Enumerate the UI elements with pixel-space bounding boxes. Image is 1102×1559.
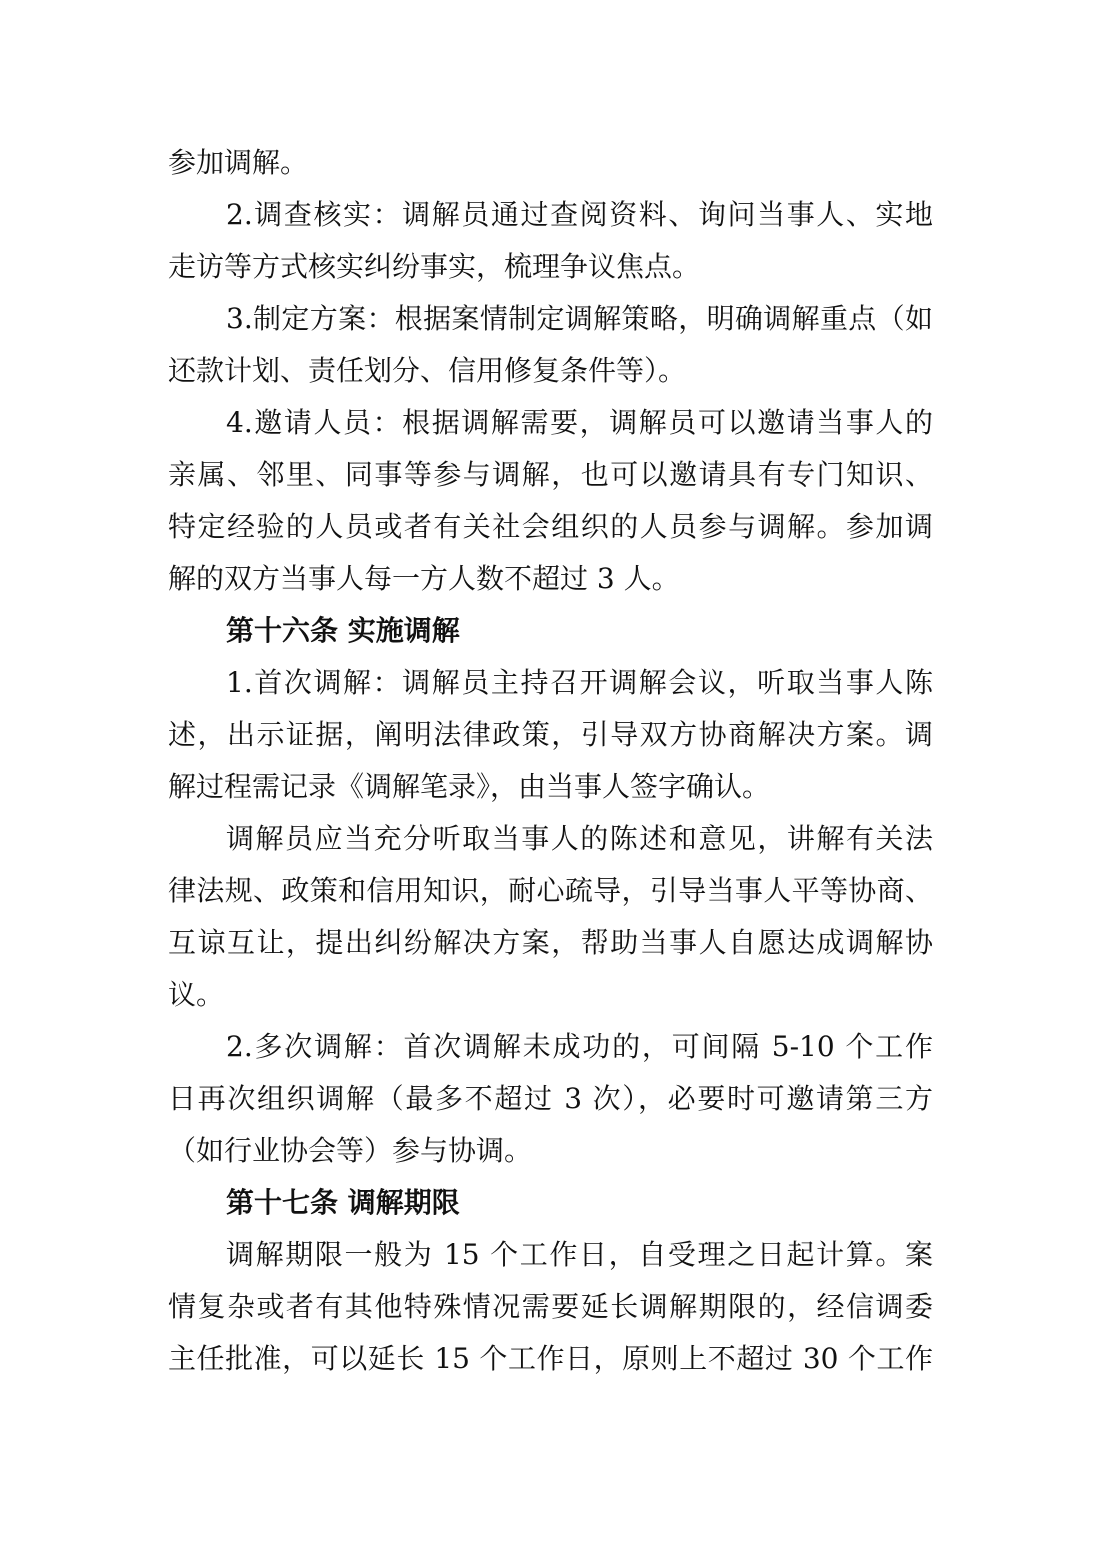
text-line: 解的双方当事人每一方人数不超过 3 人。 (168, 562, 680, 595)
text-line: 调解期限一般为 15 个工作日，自受理之日起计算。案 (226, 1238, 933, 1271)
document-page (168, 137, 933, 1385)
text-line: 走访等方式核实纠纷事实，梳理争议焦点。 (168, 250, 701, 283)
text-line: 议。 (168, 978, 225, 1011)
text-line: 主任批准，可以延长 15 个工作日，原则上不超过 30 个工作 (168, 1342, 933, 1375)
text-line: 特定经验的人员或者有关社会组织的人员参与调解。参加调 (168, 510, 933, 543)
text-line: 3.制定方案：根据案情制定调解策略，明确调解重点（如 (226, 302, 933, 335)
section-heading: 第十六条 实施调解 (226, 614, 460, 647)
text-line: 解过程需记录《调解笔录》，由当事人签字确认。 (168, 770, 771, 803)
text-line: 互谅互让，提出纠纷解决方案，帮助当事人自愿达成调解协 (168, 926, 933, 959)
text-line: 调解员应当充分听取当事人的陈述和意见，讲解有关法 (226, 822, 933, 855)
text-line: 4.邀请人员：根据调解需要，调解员可以邀请当事人的 (226, 406, 933, 439)
text-line: （如行业协会等）参与协调。 (168, 1134, 533, 1167)
text-line: 参加调解。 (168, 146, 309, 179)
text-line: 亲属、邻里、同事等参与调解，也可以邀请具有专门知识、 (168, 458, 933, 491)
text-line: 1.首次调解：调解员主持召开调解会议，听取当事人陈 (226, 666, 933, 699)
text-line: 2.多次调解：首次调解未成功的，可间隔 5-10 个工作 (226, 1030, 933, 1063)
text-line: 还款计划、责任划分、信用修复条件等）。 (168, 354, 687, 387)
text-line: 2.调查核实：调解员通过查阅资料、询问当事人、实地 (226, 198, 933, 231)
section-heading: 第十七条 调解期限 (226, 1186, 460, 1219)
text-line: 律法规、政策和信用知识，耐心疏导，引导当事人平等协商、 (168, 874, 933, 907)
text-line: 日再次组织调解（最多不超过 3 次），必要时可邀请第三方 (168, 1082, 933, 1115)
text-line: 情复杂或者有其他特殊情况需要延长调解期限的，经信调委 (168, 1290, 933, 1323)
text-line: 述，出示证据，阐明法律政策，引导双方协商解决方案。调 (168, 718, 933, 751)
